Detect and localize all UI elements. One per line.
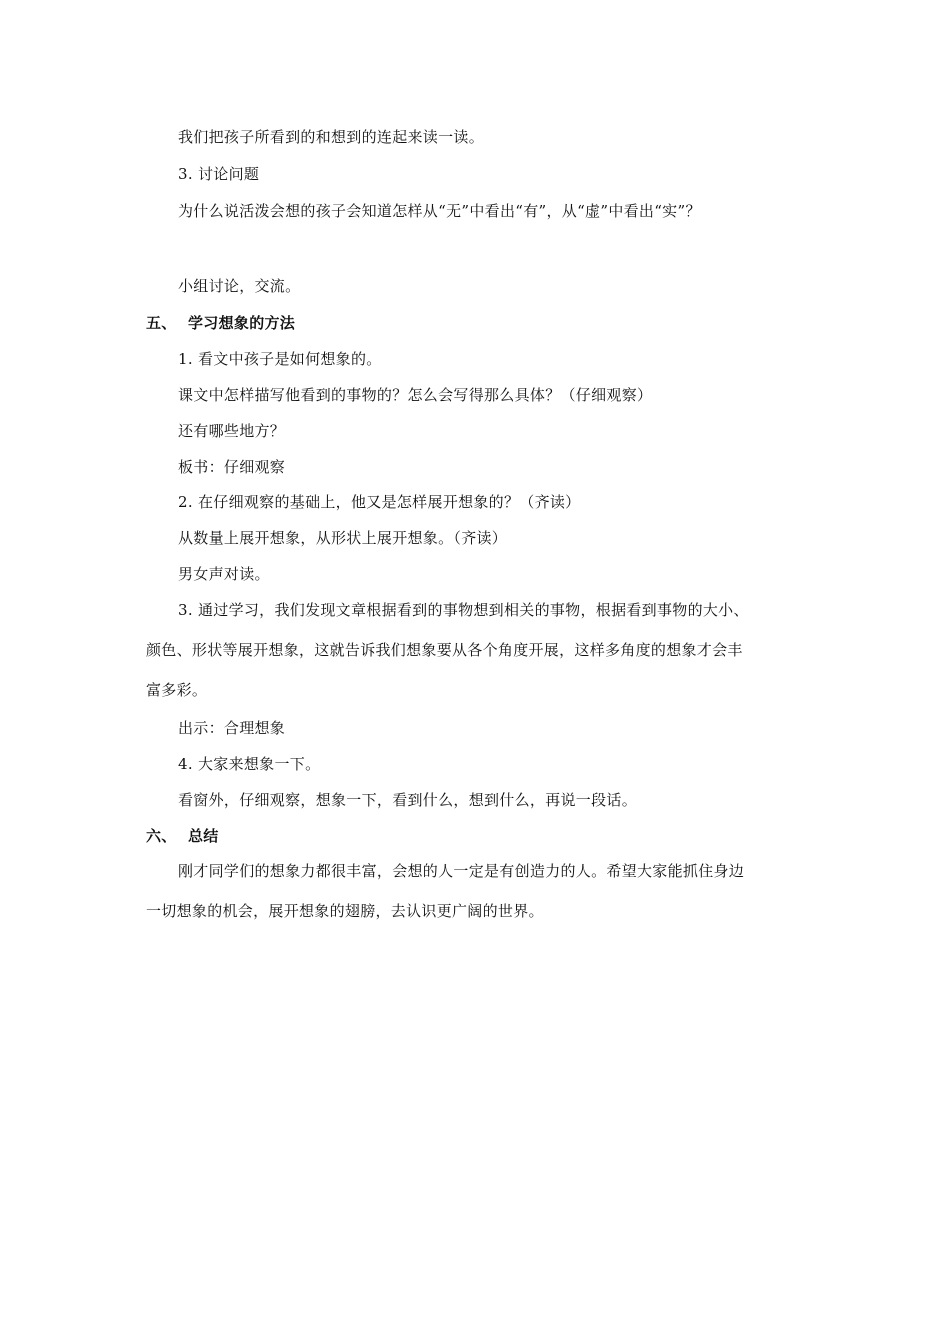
paragraph: 还有哪些地方？ (178, 422, 286, 440)
section-heading (146, 826, 219, 846)
paragraph-continuation: 颜色、形状等展开想象，这就告诉我们想象要从各个角度开展，这样多角度的想象才会丰 (146, 641, 743, 659)
paragraph-continuation: 一切想象的机会，展开想象的翅膀，去认识更广阔的世界。 (146, 902, 544, 920)
paragraph: 看窗外，仔细观察，想象一下，看到什么，想到什么，再说一段话。 (178, 791, 638, 809)
section-heading (146, 313, 295, 333)
paragraph: 小组讨论，交流。 (178, 277, 301, 295)
list-item: 4. 大家来想象一下。 (178, 755, 321, 773)
paragraph: 从数量上展开想象，从形状上展开想象。（齐读） (178, 529, 508, 547)
paragraph: 男女声对读。 (178, 565, 270, 583)
list-item: 3. 通过学习，我们发现文章根据看到的事物想到相关的事物，根据看到事物的大小、 (178, 601, 749, 619)
list-item: 1. 看文中孩子是如何想象的。 (178, 350, 382, 368)
paragraph-continuation: 富多彩。 (146, 681, 208, 699)
section-number: 五、 (146, 314, 177, 332)
list-item: 2. 在仔细观察的基础上，他又是怎样展开想象的？（齐读） (178, 493, 581, 511)
paragraph: 刚才同学们的想象力都很丰富，会想的人一定是有创造力的人。希望大家能抓住身边 (178, 862, 745, 880)
paragraph: 为什么说活泼会想的孩子会知道怎样从“无”中看出“有”，从“虚”中看出“实”？ (178, 202, 701, 220)
section-number: 六、 (146, 827, 177, 845)
list-item: 3. 讨论问题 (178, 165, 260, 183)
paragraph: 板书：仔细观察 (178, 458, 286, 476)
section-title: 学习想象的方法 (188, 314, 296, 332)
paragraph: 我们把孩子所看到的和想到的连起来读一读。 (178, 128, 485, 146)
paragraph: 出示：合理想象 (178, 719, 286, 737)
section-title: 总结 (188, 827, 219, 845)
paragraph: 课文中怎样描写他看到的事物的？怎么会写得那么具体？（仔细观察） (178, 386, 653, 404)
